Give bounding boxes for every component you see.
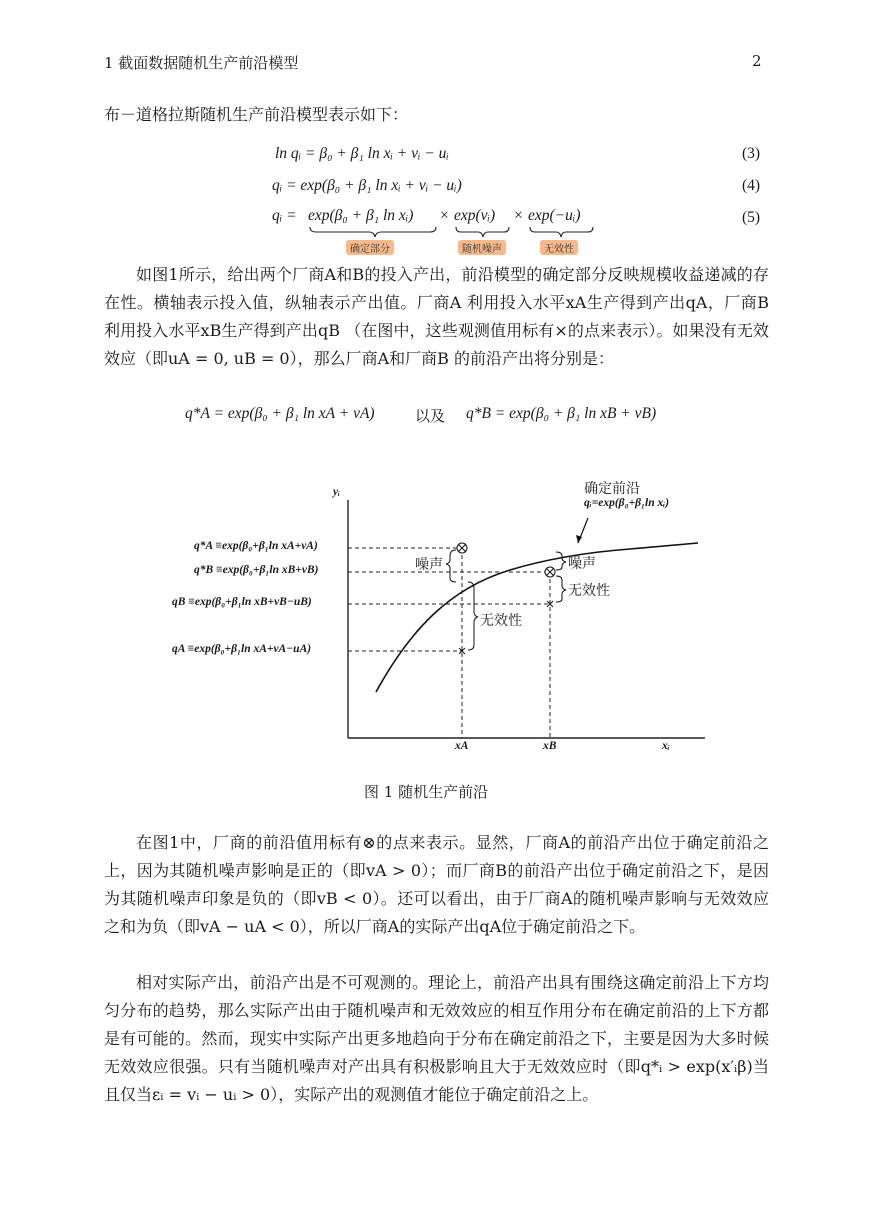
y-label-qa-star: q*A ≡exp(β₀+β₁ln xA+vA) [194,540,318,552]
equation-5-times-1: × [440,207,449,224]
equation-5 [272,207,632,257]
paragraph-1: 如图1所示，给出两个厂商A和B的投入产出，前沿模型的确定部分反映规模收益递减的存在性。横轴表示投入值，纵轴表示产出值。厂商A 利用投入水平xA生产得到产出qA，厂商B 利用投入水平xB生产得到产出qB （在图中，这些观测值用标有×的点来表示）。如果没有无效效应（即uA = 0, uB = 0），那么厂商A和厂商B 的前沿产出将分别是： [104,265,769,368]
x-tick-b: xB [543,740,557,752]
inefficiency-label-a: 无效性 [480,613,522,629]
intro-line: 布－道格拉斯随机生产前沿模型表示如下： [104,105,409,124]
frontier-eq-a: q*A = exp(β₀ + β₁ ln xA + vA) [185,405,375,422]
noise-label-b: 噪声 [568,556,596,572]
paragraph-3: 相对实际产出，前沿产出是不可观测的。理论上，前沿产出具有围绕这确定前沿上下方均匀分布的趋势，那么实际产出由于随机噪声和无效效应的相互作用分布在确定前沿的上下方都是有可能的。然而，现实中实际产出更多地趋向于分布在确定前沿之下，主要是因为大多时候无效效应很强。只有当随机噪声对产出具有积极影响且大于无效效应时（即q*ᵢ > exp(x′ᵢβ)当且仅当εᵢ = vᵢ − uᵢ > 0），实际产出的观测值才能位于确定前沿之上。 [104,973,769,1104]
brace-inefficiency-b [556,576,566,602]
equation-5-part3: exp(−uᵢ) [528,207,581,224]
label-random-noise: 随机噪声 [458,240,506,255]
y-label-qb-star: q*B ≡exp(β₀+β₁ln xB+vB) [194,564,319,576]
noise-label-a: 噪声 [415,557,443,573]
figure-caption: 图 1 随机生产前沿 [364,783,489,801]
equation-4: qᵢ = exp(β₀ + β₁ ln xᵢ + vᵢ − uᵢ) [272,177,462,194]
frontier-eq-and: 以及 [415,407,446,425]
frontier-point-b [545,567,555,577]
label-inefficiency: 无效性 [540,240,578,255]
frontier-title: 确定前沿 [584,481,640,497]
y-label-qb: qB ≡exp(β₀+β₁ln xB+vB−uB) [172,596,312,608]
frontier-eq-b: q*B = exp(β₀ + β₁ ln xB + vB) [466,405,657,422]
equation-5-part2: exp(vᵢ) [454,207,496,224]
frontier-point-a [457,543,467,553]
equation-5-part1: exp(β₀ + β₁ ln xᵢ) [308,207,414,224]
x-tick-a: xA [455,740,469,752]
inefficiency-label-b: 无效性 [568,583,610,599]
figure-graphic [150,470,730,770]
underbraces [272,225,632,239]
y-label-qa: qA ≡exp(β₀+β₁ln xA+vA−uA) [172,643,312,655]
equation-5-times-2: × [514,207,523,224]
page-number: 2 [752,52,762,70]
brace-noise-a [446,550,456,582]
equation-3: ln qᵢ = β₀ + β₁ ln xᵢ + vᵢ − uᵢ [275,145,449,162]
figure-1 [150,470,730,770]
brace-noise-b [556,552,566,570]
brace-inefficiency-a [468,582,478,650]
paragraph-2: 在图1中，厂商的前沿值用标有⊗的点来表示。显然，厂商A的前沿产出位于确定前沿之上，因为其随机噪声影响是正的（即vA > 0）；而厂商B的前沿产出位于确定前沿之下，是因为其随机噪声印象是负的（即vB < 0）。还可以看出，由于厂商A的随机噪声影响与无效效应之和为负（即vA − uA < 0），所以厂商A的实际产出qA位于确定前沿之下。 [104,833,769,936]
x-axis-label: xᵢ [662,740,670,752]
equation-5-number: (5) [742,209,761,226]
label-deterministic-part: 确定部分 [346,240,394,255]
equation-4-number: (4) [742,177,761,194]
frontier-equation: qᵢ=exp(β₀+β₁ln xᵢ) [584,497,670,509]
y-axis-label: yᵢ [333,486,341,498]
equation-3-number: (3) [742,145,761,162]
running-header: 1 截面数据随机生产前沿模型 [104,54,299,72]
equation-5-lhs: qᵢ = [272,207,297,224]
